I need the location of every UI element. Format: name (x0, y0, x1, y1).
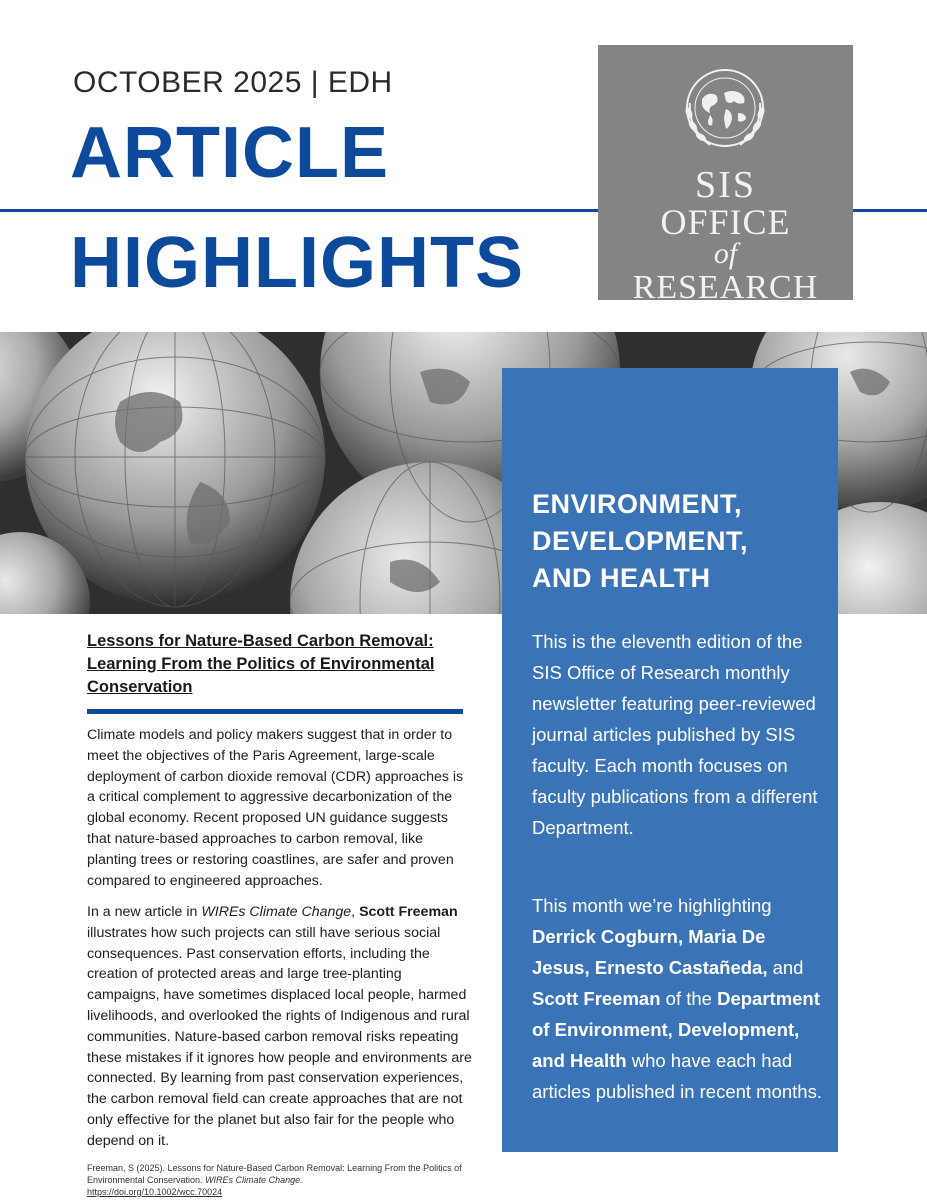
journal-name: WIREs Climate Change (201, 904, 352, 920)
sis-office-of-research-logo (598, 45, 853, 306)
faculty-highlight-lead: This month we’re highlighting (532, 895, 772, 916)
issue-kicker: OCTOBER 2025 | EDH (73, 66, 393, 99)
page-title-line2: HIGHLIGHTS (70, 223, 524, 303)
faculty-highlight-tail: who have each had articles published in recent months. (532, 1050, 822, 1102)
faculty-name-last: Scott Freeman (532, 988, 661, 1009)
department-heading-line3: AND HEALTH (532, 563, 711, 593)
author-name: Scott Freeman (359, 904, 458, 920)
paragraph-2-comma: , (351, 904, 360, 920)
newsletter-intro: This is the eleventh edition of the SIS Office of Research monthly newsletter featuring peer-reviewed journal articles published by SIS faculty. Each month focuses on faculty publications from a different Department. (532, 631, 818, 838)
world-map-seal-icon (680, 63, 770, 163)
article-paragraph-1: Climate models and policy makers suggest that in order to meet the objectives of the Paris Agreement, large-scale deployment of carbon dioxide removal (CDR) approaches is a critical complement to aggressive decarbonization of the global economy. Recent proposed UN guidance suggests that nature-based approaches to carbon removal, like planting trees or restoring coastlines, are safer and proven compared to engineered approaches. (87, 727, 464, 889)
article-citation (87, 1162, 472, 1198)
citation-text: Freeman, S (2025). Lessons for Nature-Based Carbon Removal: Learning From the Politics of Environmental Conservation. (87, 1163, 462, 1185)
faculty-of: of the (660, 988, 718, 1009)
logo-text-research: RESEARCH (632, 269, 819, 306)
department-intro-panel (502, 368, 838, 1152)
department-heading-line1: ENVIRONMENT, (532, 489, 743, 519)
article-title-rule (87, 709, 463, 714)
logo-text-office: OFFICE (660, 202, 791, 242)
paragraph-2-rest: illustrates how such projects can still have serious social consequences. Past conservation efforts, including the creation of protected areas and large tree-planting campaigns, have sometimes displaced local people, harmed livelihoods, and overlooked the rights of Indigenous and rural communities. Nature-based carbon removal risks repeating these mistakes if it ignores how people and environments are connected. By learning from past conservation experiences, the carbon removal field can create approaches that are not only effective for the planet but also fair for the people who depend on it. (87, 924, 472, 1149)
paragraph-2-lead: In a new article in (87, 904, 202, 920)
article-title: Lessons for Nature-Based Carbon Removal: Learning From the Politics of Environmental Conservation (87, 632, 435, 696)
article-paragraph-2 (87, 902, 472, 1152)
department-heading-line2: DEVELOPMENT, (532, 526, 749, 556)
department-name: Department of Environment, Development, and Health (532, 988, 820, 1071)
faculty-highlight (532, 890, 827, 1107)
faculty-names: Derrick Cogburn, Maria De Jesus, Ernesto Castañeda, (532, 926, 768, 978)
doi-link[interactable]: https://doi.org/10.1002/wcc.70024 (87, 1187, 223, 1197)
faculty-and: and (767, 957, 804, 978)
department-heading (532, 486, 832, 597)
citation-journal: WIREs Climate Change. (205, 1175, 303, 1185)
logo-text-of: of (713, 237, 738, 270)
page-title-line1: ARTICLE (70, 113, 389, 193)
logo-text-sis: SIS (695, 164, 756, 206)
